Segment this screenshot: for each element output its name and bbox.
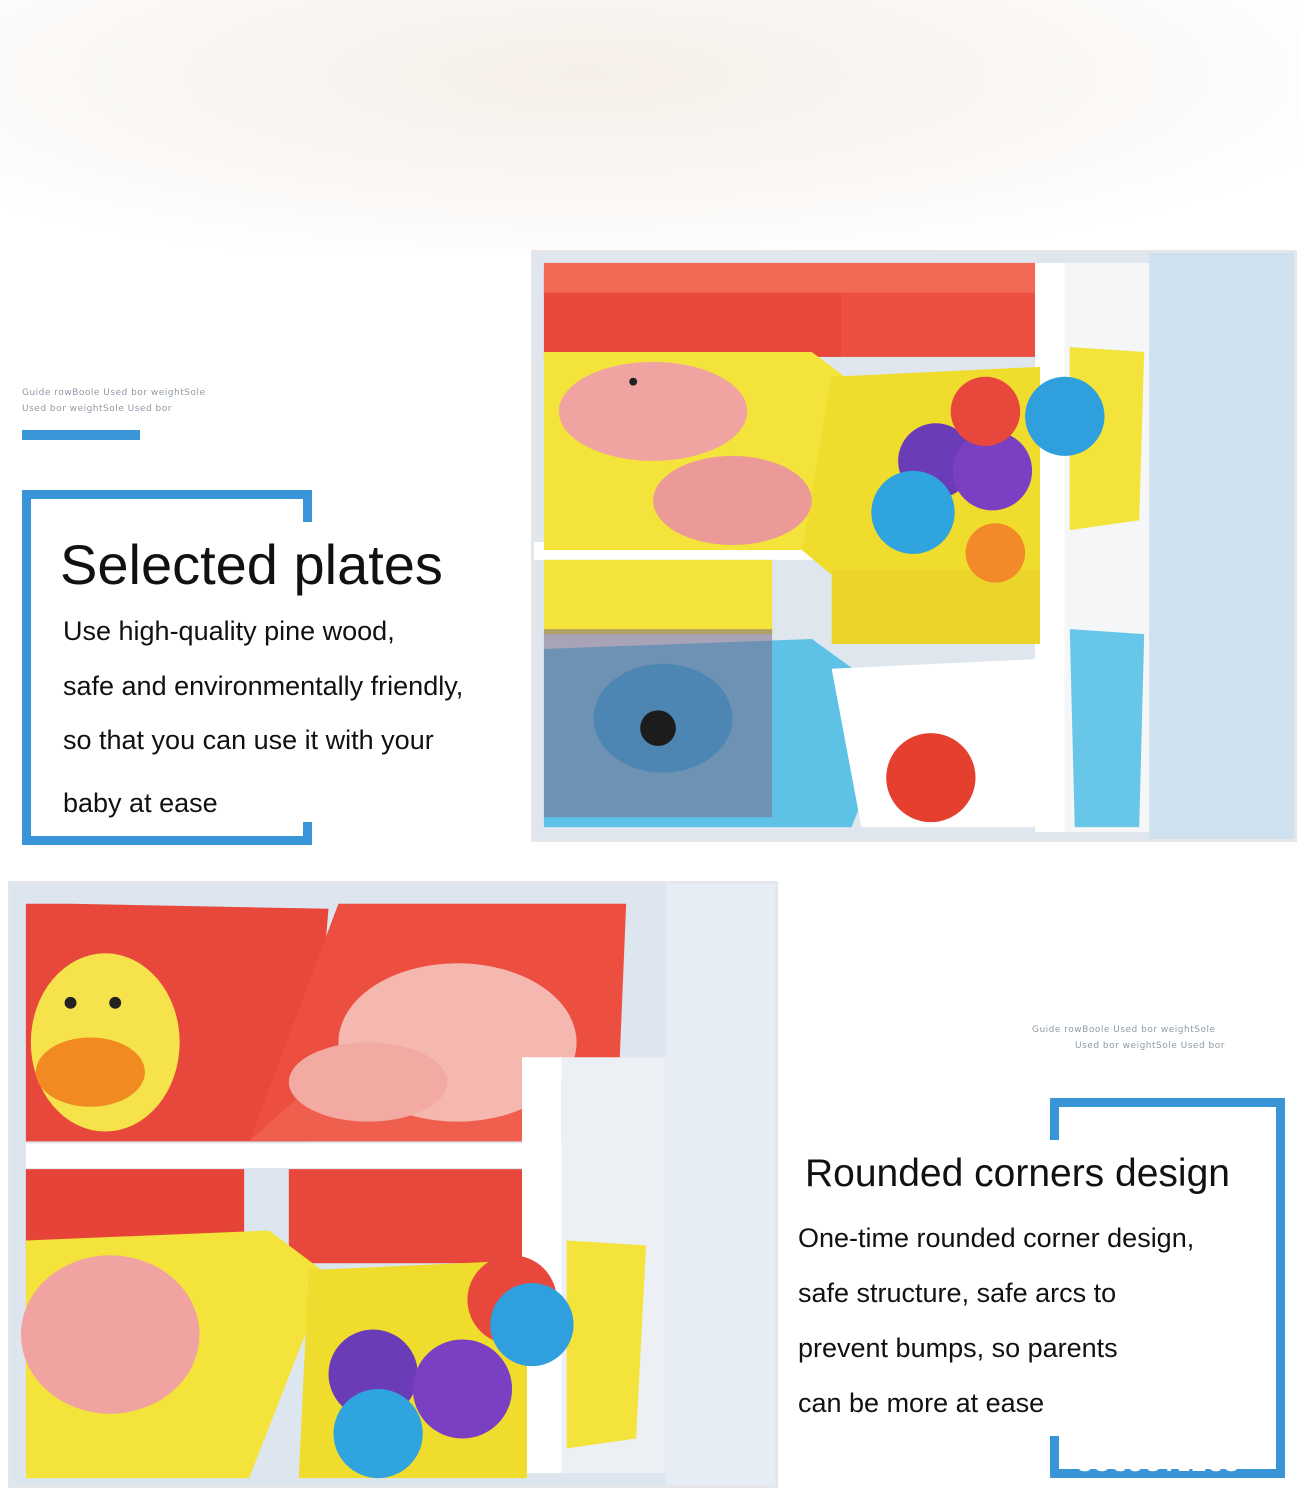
caption-small-text-2: Used bor weightSole Used bor <box>22 404 172 414</box>
body-text-line: safe and environmentally friendly, <box>63 671 464 701</box>
section-heading: Rounded corners design <box>805 1152 1230 1195</box>
caption-small-text-1: Guide rowBoole Used bor weightSole <box>22 388 206 398</box>
bracket-tick-top <box>1050 1098 1059 1140</box>
watermark-text: SOCUOTEZCO <box>1078 1452 1241 1476</box>
toy-organizer-image <box>534 253 1294 839</box>
product-photo-bottom <box>8 881 778 1488</box>
product-photo-top <box>531 250 1297 842</box>
body-text-line: so that you can use it with your <box>63 725 434 755</box>
accent-bar <box>22 430 140 440</box>
body-text-line: One-time rounded corner design, <box>798 1223 1195 1253</box>
body-text-line: can be more at ease <box>798 1388 1045 1418</box>
caption-small-text-1: Guide rowBoole Used bor weightSole <box>1032 1025 1216 1035</box>
bracket-tick-bottom <box>1050 1436 1059 1478</box>
bracket-tick-bottom <box>303 822 312 845</box>
toy-organizer-image <box>11 884 775 1485</box>
body-text-line: Use high-quality pine wood, <box>63 616 395 646</box>
body-text-line: safe structure, safe arcs to <box>798 1278 1117 1308</box>
section-heading: Selected plates <box>60 533 443 596</box>
body-text-line: baby at ease <box>63 788 218 818</box>
body-text-line: prevent bumps, so parents <box>798 1333 1118 1363</box>
bracket-tick-top <box>303 490 312 522</box>
caption-small-text-2: Used bor weightSole Used bor <box>1075 1041 1225 1051</box>
top-background <box>0 0 1301 250</box>
